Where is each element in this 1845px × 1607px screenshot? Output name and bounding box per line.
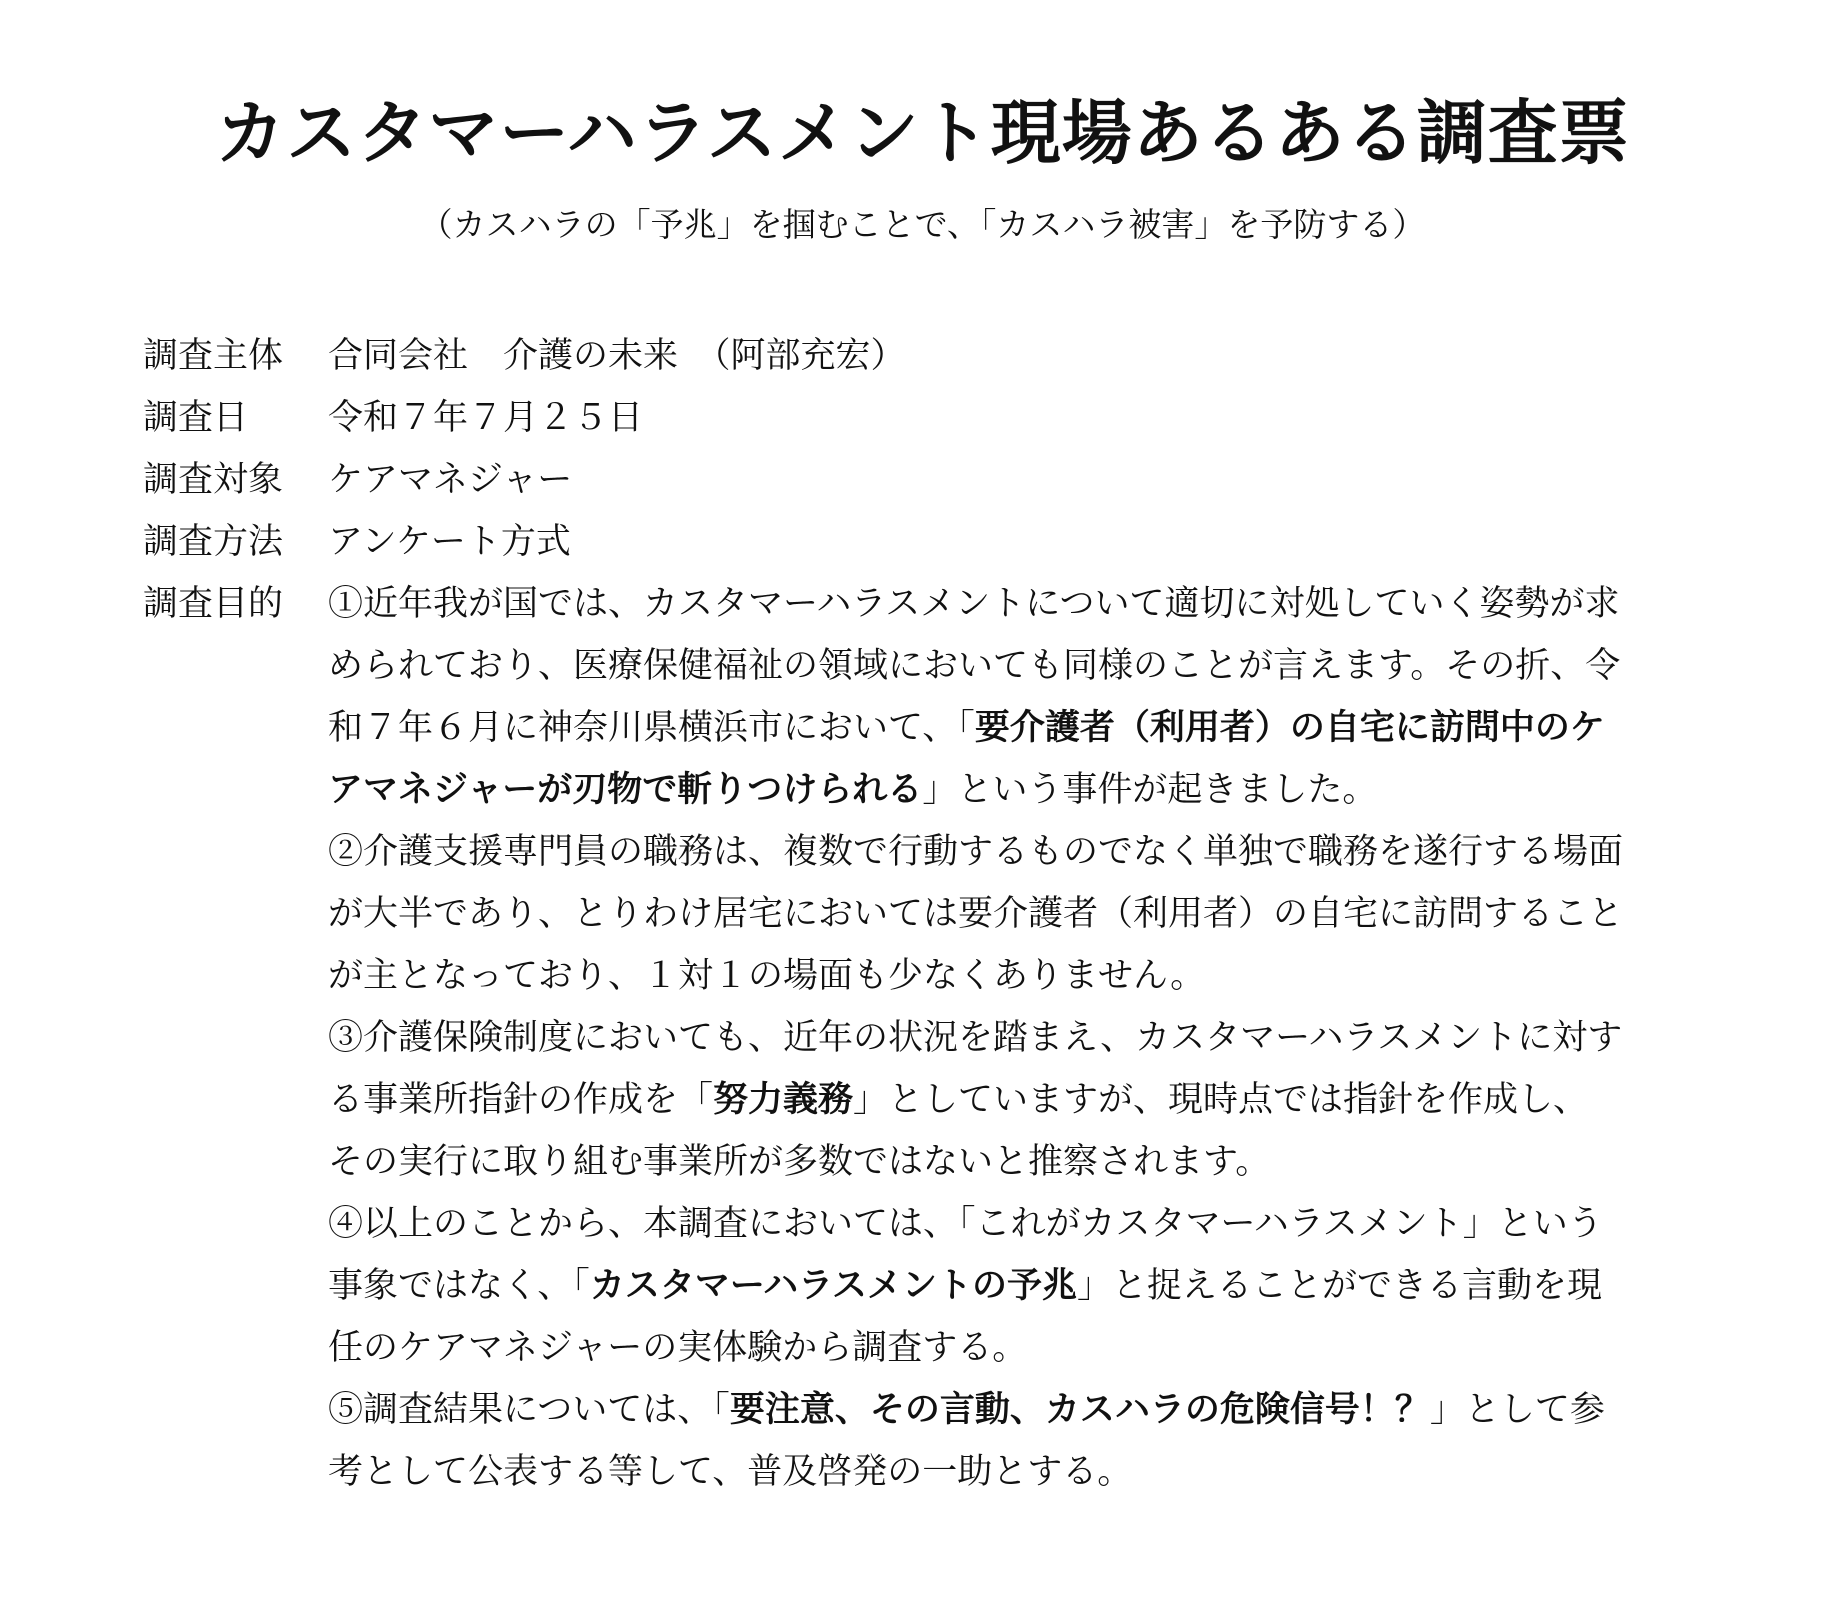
purpose-item-5 bbox=[328, 1379, 1623, 1503]
info-value: ケアマネジャー bbox=[328, 460, 573, 500]
info-label: 調査対象 bbox=[143, 460, 284, 500]
purpose-text: 」という事件が起きました。 bbox=[922, 770, 1378, 810]
purpose-text: 」としていますが、現時点では指針を作成し、その実行に取り組む事業所が多数ではないと推察されます。 bbox=[328, 1080, 1589, 1182]
purpose-text: ④以上のことから、本調査においては、「これがカスタマーハラスメント」という事象ではなく、「 bbox=[328, 1204, 1603, 1306]
purpose-body bbox=[328, 573, 1623, 1503]
purpose-text: ⑤調査結果については、「 bbox=[328, 1390, 730, 1430]
purpose-text: 」と捉えることができる言動を現任のケアマネジャーの実体験から調査する。 bbox=[328, 1266, 1603, 1368]
info-row-target bbox=[143, 449, 1623, 511]
info-label: 調査日 bbox=[143, 398, 249, 438]
purpose-item-1 bbox=[328, 573, 1623, 821]
purpose-item-4 bbox=[328, 1193, 1623, 1379]
purpose-item-2 bbox=[328, 821, 1623, 1007]
info-row-purpose bbox=[143, 573, 1623, 1503]
info-label: 調査目的 bbox=[143, 584, 284, 624]
purpose-text: 」として参考として公表する等して、普及啓発の一助とする。 bbox=[328, 1390, 1605, 1492]
info-label: 調査方法 bbox=[143, 522, 284, 562]
info-row-date bbox=[143, 387, 1623, 449]
purpose-text: ③介護保険制度においても、近年の状況を踏まえ、カスタマーハラスメントに対する事業所指針の作成を「 bbox=[328, 1018, 1623, 1120]
info-row-method bbox=[143, 511, 1623, 573]
purpose-emphasis: カスタマーハラスメントの予兆 bbox=[589, 1266, 1078, 1306]
info-value: 合同会社 介護の未来 （阿部充宏） bbox=[328, 336, 906, 376]
info-row-organizer bbox=[143, 325, 1623, 387]
purpose-item-3 bbox=[328, 1007, 1623, 1193]
purpose-text: ①近年我が国では、カスタマーハラスメントについて適切に対処していく姿勢が求められており、医療保健福祉の領域においても同様のことが言えます。その折、令和７年６月に神奈川県横浜市において、「 bbox=[328, 584, 1621, 748]
info-label: 調査主体 bbox=[143, 336, 284, 376]
document-title: カスタマーハラスメント現場あるある調査票 bbox=[215, 92, 1630, 174]
purpose-emphasis: 努力義務 bbox=[713, 1080, 854, 1120]
purpose-emphasis: 要介護者（利用者）の自宅に訪問中のケアマネジャーが刃物で斬りつけられる bbox=[328, 708, 1605, 810]
info-value: アンケート方式 bbox=[328, 522, 571, 562]
survey-info bbox=[143, 325, 1623, 1503]
purpose-text: ②介護支援専門員の職務は、複数で行動するものでなく単独で職務を遂行する場面が大半であり、とりわけ居宅においては要介護者（利用者）の自宅に訪問することが主となっており、１対１の場面も少なくありません。 bbox=[328, 832, 1624, 996]
purpose-emphasis: 要注意、その言動、カスハラの危険信号！？ bbox=[729, 1390, 1430, 1430]
document-subtitle: （カスハラの「予兆」を掴むことで、「カスハラ被害」を予防する） bbox=[419, 205, 1426, 244]
info-value: 令和７年７月２５日 bbox=[328, 398, 644, 438]
